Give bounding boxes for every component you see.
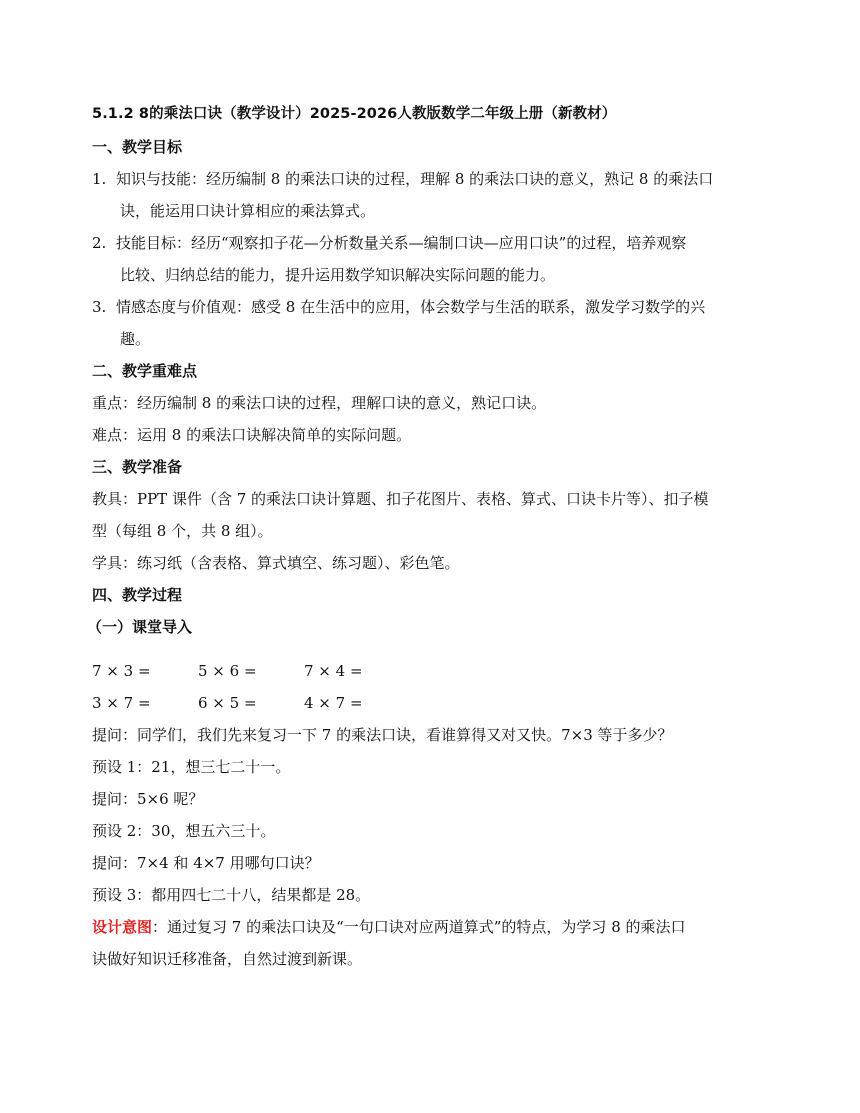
goal-number: 1.: [92, 170, 107, 188]
calc-expression: 7 × 4 =: [304, 662, 363, 680]
calc-expression: 6 × 5 =: [198, 694, 257, 712]
calc-expression: 4 × 7 =: [304, 694, 363, 712]
goal-text-line: 知识与技能：经历编制 8 的乘法口诀的过程，理解 8 的乘法口诀的意义，熟记 8 的乘法口: [116, 170, 714, 188]
dialogue-line: 提问：7×4 和 4×7 用哪句口诀？: [92, 854, 320, 872]
design-intent-line: [92, 911, 792, 943]
goal-text-line: 情感态度与价值观：感受 8 在生活中的应用，体会数学与生活的联系，激发学习数学的兴: [116, 298, 706, 316]
design-intent-text: [92, 911, 792, 975]
goal-text: [116, 163, 792, 227]
goal-number: 3.: [92, 298, 107, 316]
student-tools-text: 学具：练习纸（含表格、算式填空、练习题）、彩色笔。: [92, 554, 460, 572]
goal-text: [116, 291, 792, 355]
calc-expression: 7 × 3 =: [92, 662, 151, 680]
dialogue-line: 提问：5×6 呢？: [92, 790, 204, 808]
document-content: [87, 98, 792, 975]
key-point-text: 重点：经历编制 8 的乘法口诀的过程，理解口诀的意义，熟记口诀。: [92, 394, 547, 412]
goal-text-line: 技能目标：经历“观察扣子花—分析数量关系—编制口诀—应用口诀”的过程，培养观察: [116, 234, 687, 252]
teacher-tools-text: [92, 483, 792, 547]
section-heading-goals: 一、教学目标: [92, 138, 183, 156]
calc-expression: 3 × 7 =: [92, 694, 151, 712]
calc-expression: 5 × 6 =: [198, 662, 257, 680]
dialogue-line: 预设 2：30，想五六三十。: [92, 822, 276, 840]
goal-item: [92, 227, 792, 291]
section-heading-preparation: 三、教学准备: [92, 458, 183, 476]
section-heading-key-points: 二、教学重难点: [92, 362, 198, 380]
goal-number: 2.: [92, 234, 107, 252]
calc-row: [92, 687, 792, 719]
section-heading-process: 四、教学过程: [92, 586, 183, 604]
design-intent-label: 设计意图: [92, 918, 153, 936]
goal-text-line: 比较、归纳总结的能力，提升运用数学知识解决实际问题的能力。: [120, 266, 556, 284]
spacer: [92, 643, 792, 655]
goal-item: [92, 163, 792, 227]
design-intent-body: ：通过复习 7 的乘法口诀及“一句口诀对应两道算式”的特点，为学习 8 的乘法口: [152, 918, 686, 936]
subsection-heading-intro: （一）课堂导入: [87, 618, 193, 636]
goal-text-line: 趣。: [120, 330, 151, 348]
teacher-tools-line: 教具：PPT 课件（含 7 的乘法口诀计算题、扣子花图片、表格、算式、口诀卡片等）、扣子模: [92, 490, 709, 508]
document-title: 5.1.2 8的乘法口诀（教学设计）2025-2026人教版数学二年级上册（新教材）: [92, 106, 617, 122]
calc-row: [92, 655, 792, 687]
dialogue-line: 预设 1：21，想三七二十一。: [92, 758, 291, 776]
dialogue-line: 预设 3：都用四七二十八，结果都是 28。: [92, 886, 371, 904]
difficult-point-text: 难点：运用 8 的乘法口诀解决简单的实际问题。: [92, 426, 412, 444]
goal-item: [92, 291, 792, 355]
goal-text: [116, 227, 792, 291]
dialogue-line: 提问：同学们，我们先来复习一下 7 的乘法口诀，看谁算得又对又快。7×3 等于多少？: [92, 726, 673, 744]
goal-text-line: 诀，能运用口诀计算相应的乘法算式。: [120, 202, 376, 220]
design-intent-line: 诀做好知识迁移准备，自然过渡到新课。: [92, 950, 363, 968]
teacher-tools-line: 型（每组 8 个，共 8 组）。: [92, 522, 273, 540]
